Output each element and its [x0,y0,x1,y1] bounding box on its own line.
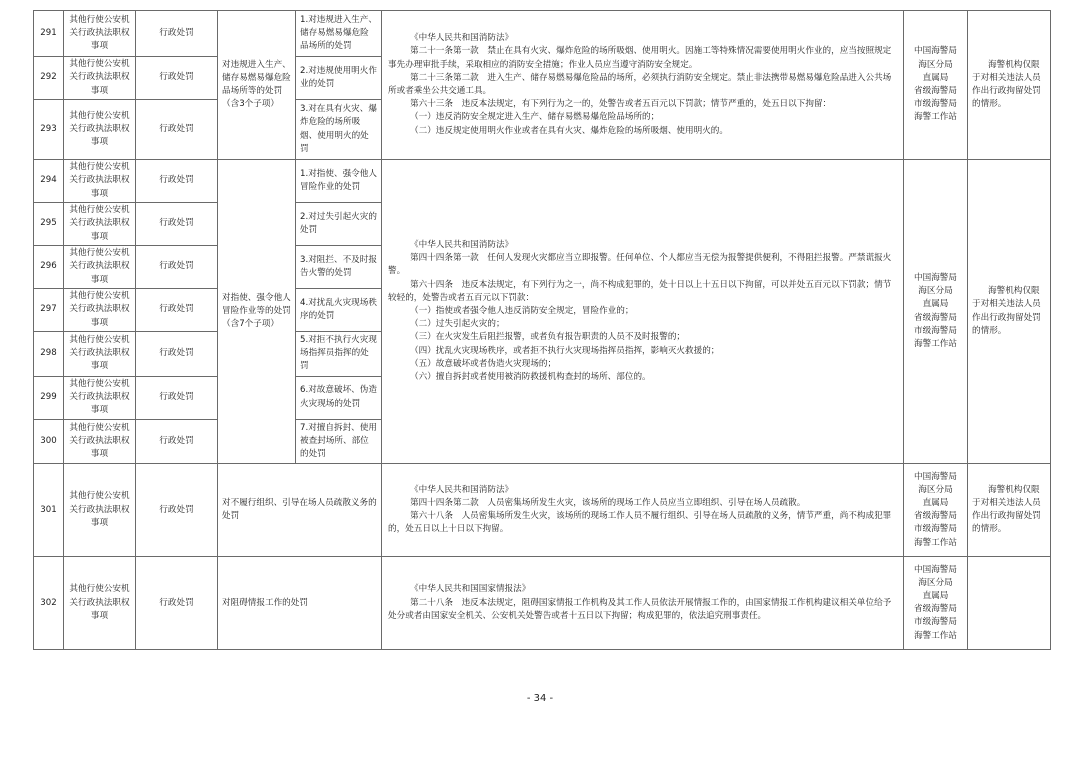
row-sub-item: 2.对违规使用明火作业的处罚 [296,57,382,100]
row-category: 其他行使公安机关行政执法职权事项 [64,100,136,160]
row-sub-item: 4.对扰乱火灾现场秩序的处罚 [296,289,382,332]
group-dept [904,11,968,160]
row-category: 其他行使公安机关行政执法职权事项 [64,160,136,203]
basis-paragraph: 第六十三条 违反本法规定，有下列行为之一的，处警告或者五百元以下罚款；情节严重的，处五日以下拘留： [410,99,832,110]
dept-line: 海警工作站 [914,630,957,641]
row-number: 291 [34,11,64,57]
dept-line: 直属局 [922,299,949,310]
table-body [34,11,1051,650]
row-category: 其他行使公安机关行政执法职权事项 [64,464,136,557]
dept-line: 中国海警局 [914,564,957,575]
table-row [34,11,1051,57]
row-type: 行政处罚 [136,376,218,419]
dept-line: 海区分局 [918,577,953,588]
row-category: 其他行使公安机关行政执法职权事项 [64,11,136,57]
row-sub-item: 5.对拒不执行火灾现场指挥员指挥的处罚 [296,332,382,377]
group-basis [382,11,904,160]
row-sub-item: 1.对违规进入生产、储存易燃易爆危险品场所的处罚 [296,11,382,57]
row-sub-item: 3.对在具有火灾、爆炸危险的场所吸烟、使用明火的处罚 [296,100,382,160]
row-sub-item: 2.对过失引起火灾的处罚 [296,203,382,246]
row-number: 302 [34,557,64,650]
dept-line: 中国海警局 [914,471,957,482]
dept-line: 省级海警局 [914,86,957,96]
basis-paragraph: 第四十四条第一款 任何人发现火灾都应当立即报警。任何单位、个人都应当无偿为报警提供便利，不得阻拦报警。严禁谎报火警。 [388,253,892,277]
group-basis [382,464,904,557]
row-type: 行政处罚 [136,203,218,246]
row-type: 行政处罚 [136,57,218,100]
group-note: 海警机构仅限于对相关违法人员作出行政拘留处罚的情形。 [968,11,1051,160]
group-item: 对指使、强令他人冒险作业等的处罚（含7个子项） [218,160,296,464]
basis-list-item: （三）在火灾发生后阻拦报警，或者负有报告职责的人员不及时报警的； [410,332,686,343]
dept-line: 直属局 [922,72,949,83]
basis-title: 《中华人民共和国消防法》 [410,484,514,495]
table-row [34,557,1051,650]
table-row [34,464,1051,557]
dept-line: 直属局 [922,591,949,602]
dept-line: 海警工作站 [914,537,957,548]
row-number: 297 [34,289,64,332]
group-note: 海警机构仅限于对相关违法人员作出行政拘留处罚的情形。 [968,160,1051,464]
row-category: 其他行使公安机关行政执法职权事项 [64,419,136,464]
row-type: 行政处罚 [136,419,218,464]
row-category: 其他行使公安机关行政执法职权事项 [64,203,136,246]
dept-line: 中国海警局 [914,46,957,57]
basis-list-item: （五）故意破坏或者伪造火灾现场的； [410,358,557,369]
row-category: 其他行使公安机关行政执法职权事项 [64,557,136,650]
group-item: 对不履行组织、引导在场人员疏散义务的处罚 [218,464,382,557]
dept-line: 省级海警局 [914,312,957,323]
basis-list-item: （四）扰乱火灾现场秩序，或者拒不执行火灾现场指挥员指挥，影响灭火救援的； [410,345,720,356]
basis-paragraph: 第四十四条第二款 人员密集场所发生火灾，该场所的现场工作人员应当立即组织、引导在场人员疏散。 [410,498,806,509]
basis-list-item: （一）违反消防安全规定进入生产、储存易燃易爆危险品场所的； [410,112,660,123]
row-sub-item: 7.对擅自拆封、使用被查封场所、部位的处罚 [296,419,382,464]
dept-line: 中国海警局 [914,273,957,283]
row-category: 其他行使公安机关行政执法职权事项 [64,57,136,100]
group-basis [382,160,904,464]
row-number: 296 [34,246,64,289]
row-number: 294 [34,160,64,203]
basis-paragraph: 第二十三条第二款 进入生产、储存易燃易爆危险品的场所，必须执行消防安全规定。禁止非法携带易燃易爆危险品进入公共场所或者乘坐公共交通工具。 [388,72,892,96]
row-category: 其他行使公安机关行政执法职权事项 [64,246,136,289]
row-number: 292 [34,57,64,100]
row-number: 301 [34,464,64,557]
row-number: 300 [34,419,64,464]
group-item: 对违规进入生产、储存易燃易爆危险品场所等的处罚（含3个子项） [218,11,296,160]
group-item: 对阻碍情报工作的处罚 [218,557,382,650]
group-note: 海警机构仅限于对相关违法人员作出行政拘留处罚的情形。 [968,464,1051,557]
row-number: 299 [34,376,64,419]
basis-title: 《中华人民共和国消防法》 [410,239,514,250]
group-dept [904,557,968,650]
dept-line: 海区分局 [918,59,953,70]
row-number: 295 [34,203,64,246]
row-type: 行政处罚 [136,246,218,289]
enforcement-items-table [33,10,1051,650]
basis-list-item: （一）指使或者强令他人违反消防安全规定，冒险作业的； [410,306,634,316]
dept-line: 省级海警局 [914,604,957,615]
row-type: 行政处罚 [136,160,218,203]
group-basis [382,557,904,650]
basis-paragraph: 第六十八条 人员密集场所发生火灾，该场所的现场工作人员不履行组织、引导在场人员疏散的义务，情节严重，尚不构成犯罪的，处五日以上十日以下拘留。 [388,511,892,535]
basis-paragraph: 第六十四条 违反本法规定，有下列行为之一，尚不构成犯罪的，处十日以上十五日以下拘留，可以并处五百元以下罚款；情节较轻的，处警告或者五百元以下罚款： [388,279,892,303]
row-number: 298 [34,332,64,377]
row-type: 行政处罚 [136,100,218,160]
dept-line: 直属局 [922,498,949,509]
basis-title: 《中华人民共和国国家情报法》 [410,584,531,595]
row-category: 其他行使公安机关行政执法职权事项 [64,376,136,419]
basis-paragraph: 第二十一条第一款 禁止在具有火灾、爆炸危险的场所吸烟、使用明火。因施工等特殊情况需要使用明火作业的，应当按照规定事先办理审批手续，采取相应的消防安全措施；作业人员应当遵守消防安全规定。 [388,46,892,70]
dept-line: 省级海警局 [914,511,957,522]
dept-line: 海区分局 [918,484,953,495]
dept-line: 海区分局 [918,286,953,297]
row-type: 行政处罚 [136,332,218,377]
dept-line: 市级海警局 [914,99,957,110]
row-sub-item: 3.对阻拦、不及时报告火警的处罚 [296,246,382,289]
basis-list-item: （六）擅自拆封或者使用被消防救援机构查封的场所、部位的。 [410,372,651,383]
dept-line: 海警工作站 [914,112,957,123]
dept-line: 海警工作站 [914,339,957,350]
row-number: 293 [34,100,64,160]
dept-line: 市级海警局 [914,325,957,336]
basis-paragraph: 第二十八条 违反本法规定，阻碍国家情报工作机构及其工作人员依法开展情报工作的，由国家情报工作机构建议相关单位给予处分或者由国家安全机关、公安机关处警告或者十五日以下拘留；构成犯罪的，依法追究刑事责任。 [388,597,892,621]
row-sub-item: 1.对指使、强令他人冒险作业的处罚 [296,160,382,203]
group-note [968,557,1051,650]
row-category: 其他行使公安机关行政执法职权事项 [64,289,136,332]
page-number: - 34 - [526,693,554,704]
row-type: 行政处罚 [136,11,218,57]
row-type: 行政处罚 [136,464,218,557]
row-type: 行政处罚 [136,289,218,332]
row-category: 其他行使公安机关行政执法职权事项 [64,332,136,377]
row-sub-item: 6.对故意破坏、伪造火灾现场的处罚 [296,376,382,419]
table-row [34,160,1051,203]
basis-list-item: （二）违反规定使用明火作业或者在具有火灾、爆炸危险的场所吸烟、使用明火的。 [410,125,728,136]
group-dept [904,464,968,557]
dept-line: 市级海警局 [914,617,957,628]
group-dept [904,160,968,464]
basis-list-item: （二）过失引起火灾的； [410,319,505,330]
basis-title: 《中华人民共和国消防法》 [410,33,514,44]
dept-line: 市级海警局 [914,524,957,535]
row-type: 行政处罚 [136,557,218,650]
